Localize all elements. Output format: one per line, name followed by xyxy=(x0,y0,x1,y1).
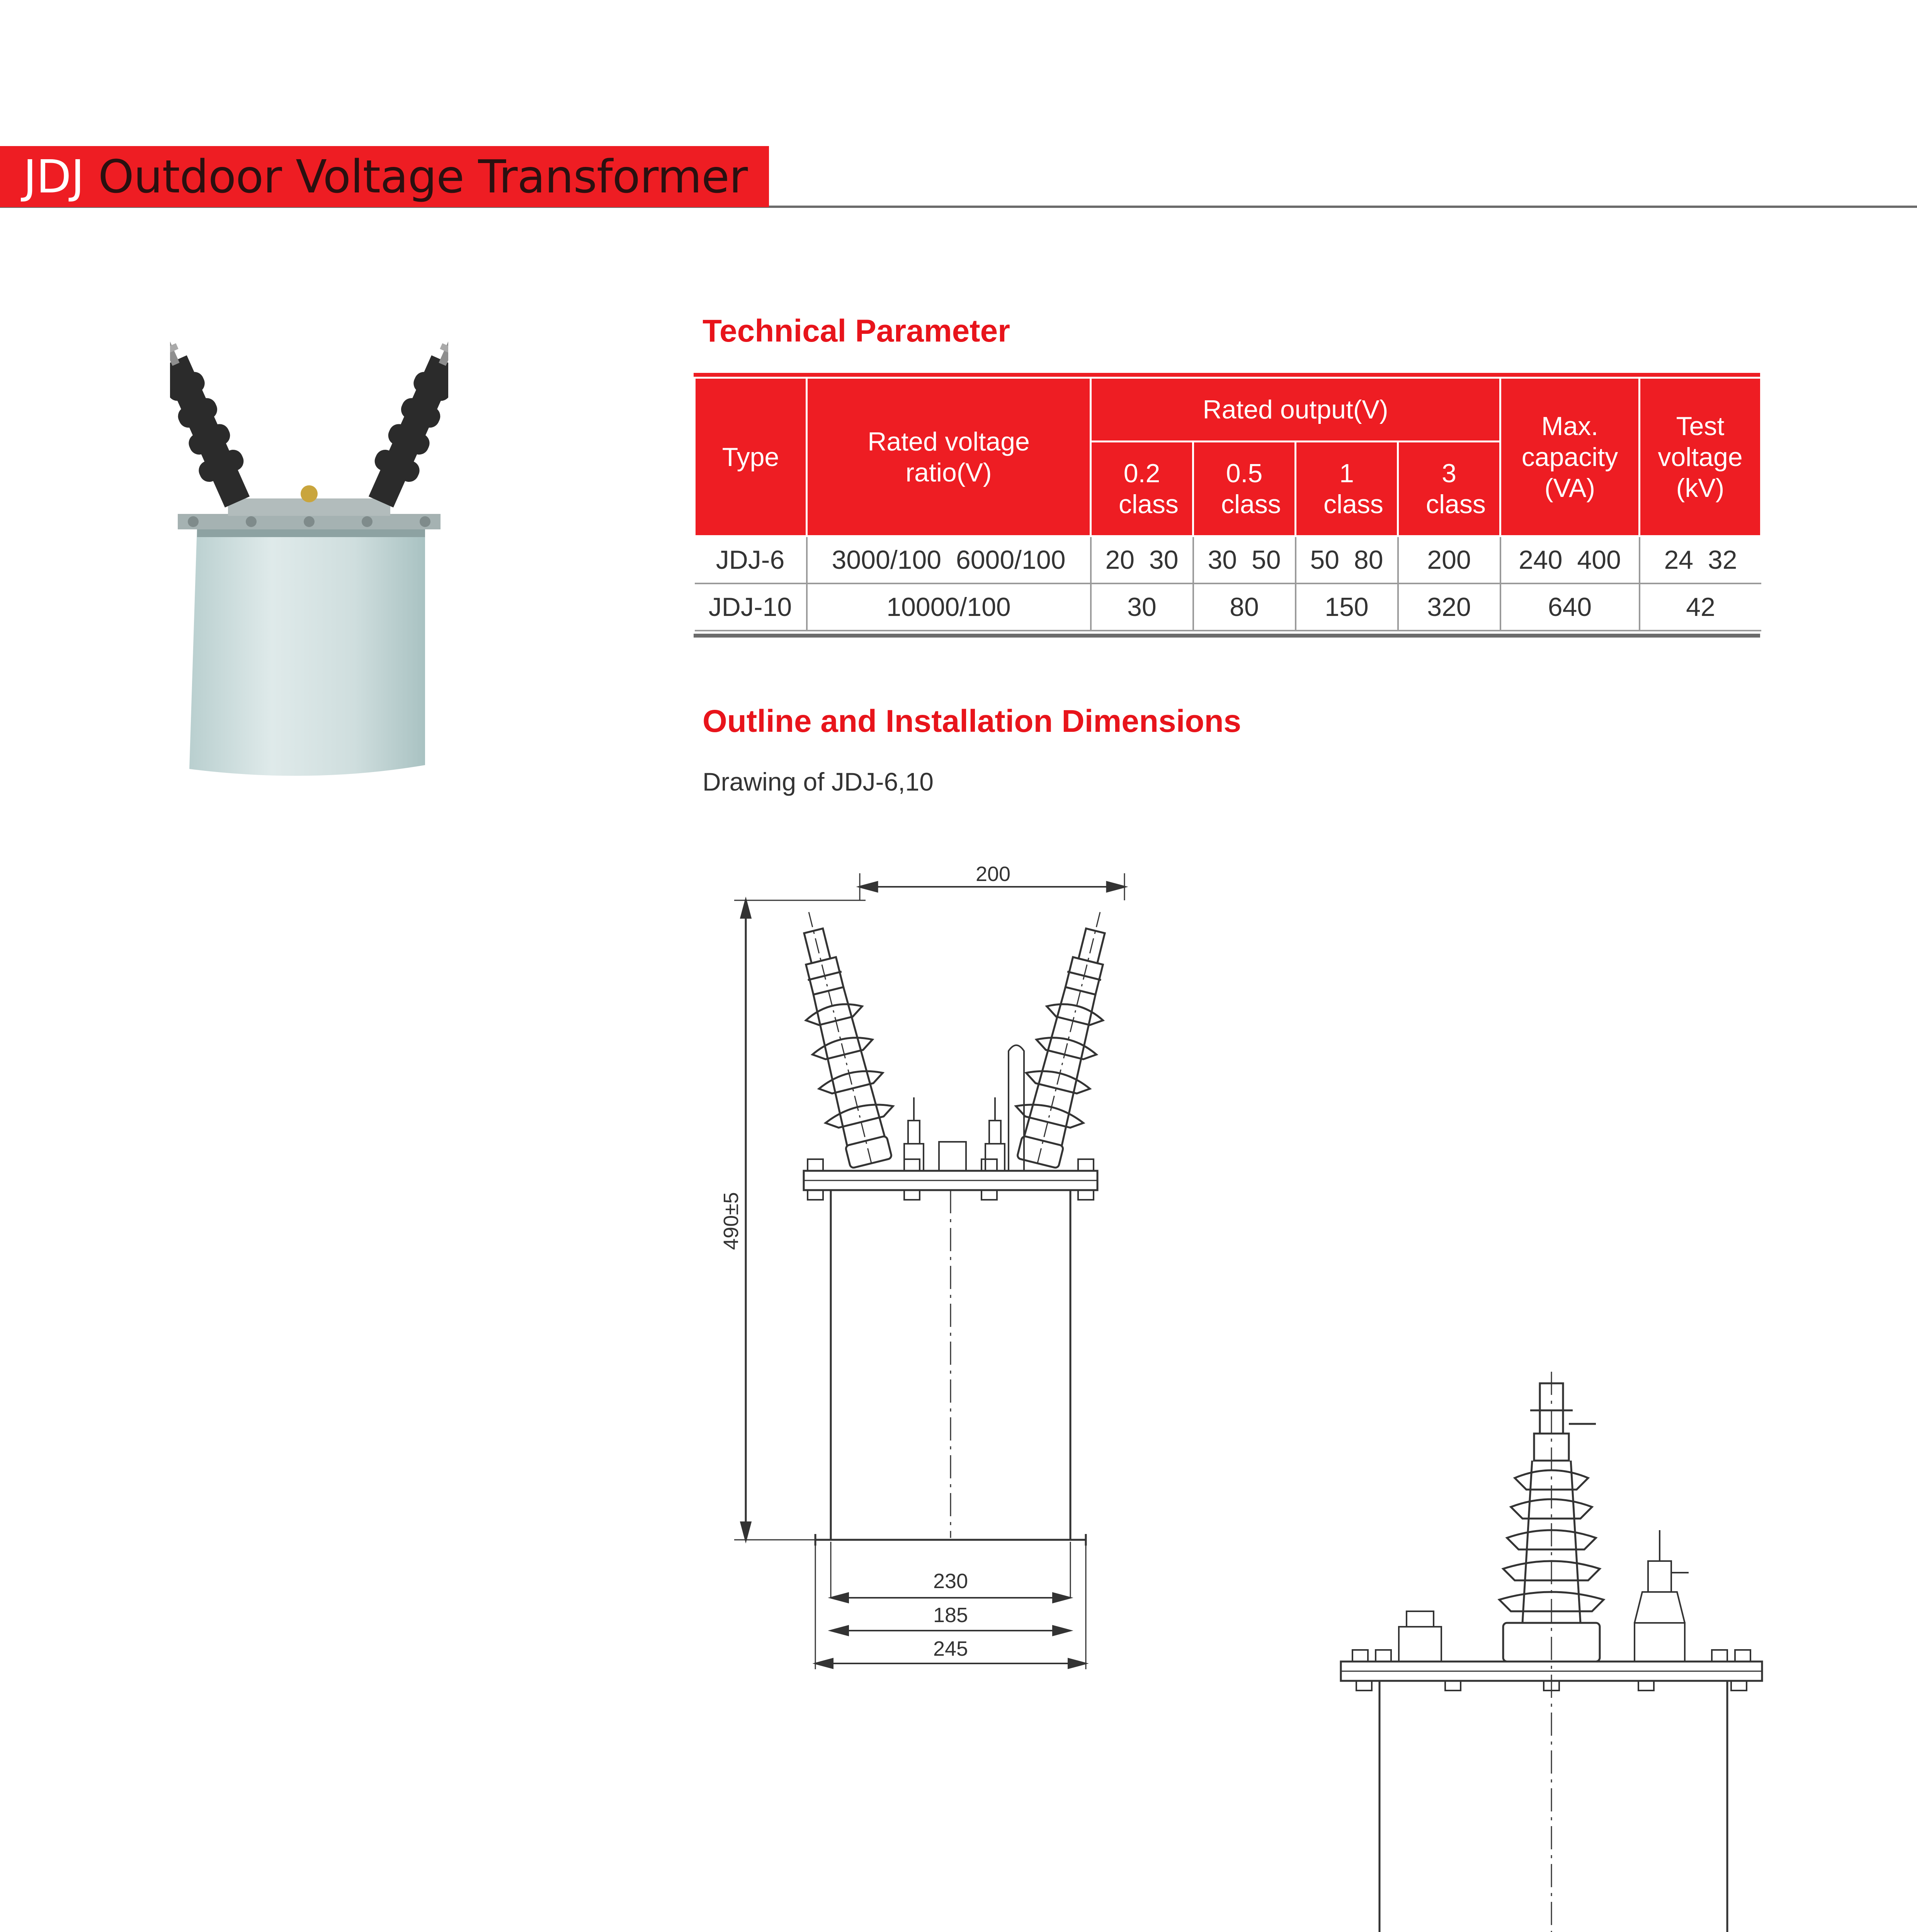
cell-class-3: 200 xyxy=(1398,536,1500,584)
drawing-front-view xyxy=(688,850,1237,1681)
cell-class-3: 320 xyxy=(1398,583,1500,631)
cell-class-02: 30 xyxy=(1091,583,1193,631)
header-max-capacity: Max. capacity (VA) xyxy=(1500,378,1640,536)
section-technical-parameter: Technical Parameter xyxy=(703,313,1010,349)
section-outline-dimensions: Outline and Installation Dimensions xyxy=(703,704,1242,739)
table-row xyxy=(695,536,1761,584)
dim-a-label: 230 xyxy=(933,1570,968,1593)
header-type: Type xyxy=(695,378,807,536)
dim-top-label: 200 xyxy=(975,862,1011,886)
cell-class-05: 80 xyxy=(1193,583,1296,631)
table-top-rule xyxy=(694,373,1760,377)
cell-ratio: 10000/100 xyxy=(807,583,1091,631)
header-class-1: 1 class xyxy=(1296,442,1398,536)
dim-b-label: 185 xyxy=(933,1604,968,1627)
cell-class-05: 30 50 xyxy=(1193,536,1296,584)
dim-height-label: 490±5 xyxy=(720,1192,743,1250)
header-rated-voltage-ratio: Rated voltage ratio(V) xyxy=(807,378,1091,536)
parameter-table xyxy=(694,377,1762,631)
cell-test-voltage: 24 32 xyxy=(1640,536,1761,584)
cell-capacity: 640 xyxy=(1500,583,1640,631)
header-class-3: 3 class xyxy=(1398,442,1500,536)
header-class-02: 0.2 class xyxy=(1091,442,1193,536)
cell-type: JDJ-6 xyxy=(695,536,807,584)
cell-class-02: 20 30 xyxy=(1091,536,1193,584)
title-rest: Outdoor Voltage Transformer xyxy=(84,150,748,203)
cell-ratio: 3000/100 6000/100 xyxy=(807,536,1091,584)
cell-test-voltage: 42 xyxy=(1640,583,1761,631)
header-class-05: 0.5 class xyxy=(1193,442,1296,536)
page-title xyxy=(23,146,747,207)
title-prefix: JDJ xyxy=(23,150,84,203)
cell-capacity: 240 400 xyxy=(1500,536,1640,584)
table-row xyxy=(695,583,1761,631)
cell-class-1: 50 80 xyxy=(1296,536,1398,584)
drawing-side-view xyxy=(1329,1345,1785,1932)
header-test-voltage: Test voltage (kV) xyxy=(1640,378,1761,536)
table-bottom-rule xyxy=(694,634,1760,638)
header-rated-output: Rated output(V) xyxy=(1091,378,1500,442)
cell-type: JDJ-10 xyxy=(695,583,807,631)
dim-c-label: 245 xyxy=(933,1637,968,1660)
product-photo xyxy=(170,305,448,792)
drawing-caption: Drawing of JDJ-6,10 xyxy=(703,767,934,796)
cell-class-1: 150 xyxy=(1296,583,1398,631)
